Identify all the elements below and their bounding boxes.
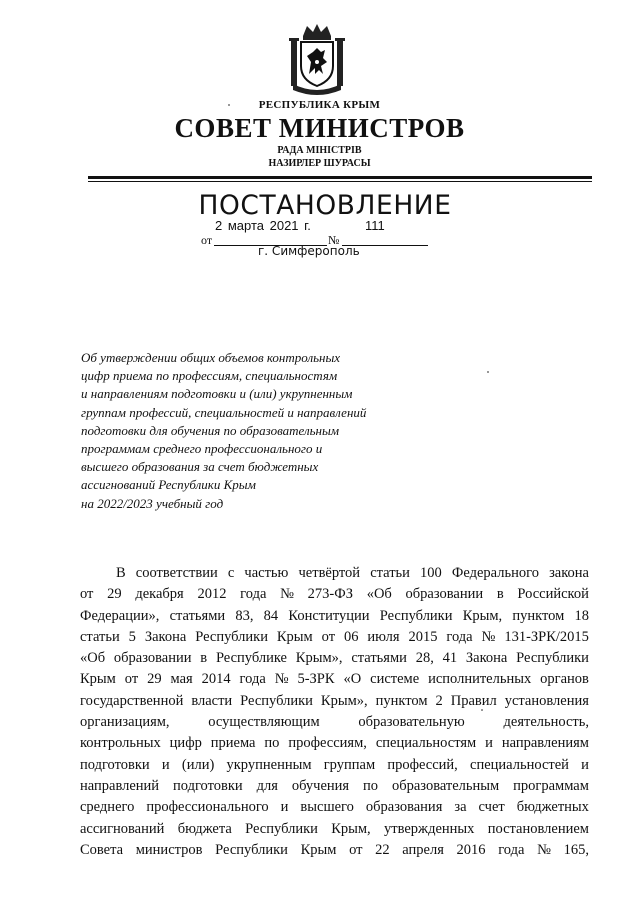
body-word: 29	[107, 586, 122, 603]
body-word: 2014	[201, 671, 231, 688]
body-word: государственной	[80, 692, 184, 709]
body-word: укрупненным	[226, 756, 312, 773]
body-line	[80, 712, 589, 733]
body-word: цифр	[169, 735, 202, 752]
header-divider-thin	[88, 181, 592, 182]
body-word: для	[256, 777, 278, 794]
body-word: по	[264, 735, 280, 752]
body-word: №	[274, 671, 289, 688]
body-word: закона	[549, 565, 589, 581]
body-word: профессиям,	[288, 735, 367, 752]
body-word: июля	[367, 628, 400, 645]
body-word: Республики	[215, 841, 288, 858]
body-word: приема	[210, 735, 256, 752]
body-line	[80, 627, 589, 648]
subject-line: программам среднего профессионального и	[81, 441, 323, 457]
body-word: Федерации»,	[80, 607, 160, 624]
body-word: 131-ЗРК/2015	[504, 628, 589, 645]
body-word: 5	[128, 628, 136, 645]
document-body	[80, 563, 589, 861]
body-word: за	[454, 799, 467, 816]
body-line	[80, 648, 589, 669]
body-word: Крым	[300, 841, 337, 858]
body-line	[80, 819, 589, 840]
body-line	[80, 755, 589, 776]
body-word: 28,	[415, 650, 434, 667]
body-word: 83,	[235, 607, 254, 624]
body-word: Крым,	[462, 607, 503, 624]
header-divider	[88, 176, 592, 179]
body-word: 5-ЗРК	[297, 671, 335, 688]
body-word: 18	[574, 607, 589, 624]
council-title-crimean-tatar: НАЗИРЛЕР ШУРАСЫ	[268, 158, 371, 169]
body-word: по	[363, 777, 379, 794]
body-word: высшего	[300, 799, 354, 816]
body-word: 273-ФЗ	[307, 586, 353, 603]
body-word: утвержденных	[384, 820, 475, 837]
body-word: 165,	[563, 841, 589, 858]
body-line	[80, 797, 589, 818]
body-word: образования	[365, 799, 443, 816]
body-word: Республике	[215, 650, 287, 667]
body-word: обучения	[291, 777, 350, 794]
body-word: Крым	[80, 671, 116, 688]
body-word: деятельность,	[503, 714, 589, 731]
body-word: бюджетных	[516, 799, 589, 816]
body-word: Крым,	[331, 820, 371, 837]
body-word: от	[349, 841, 363, 858]
number-label: №	[328, 233, 340, 247]
body-word: и	[581, 756, 589, 773]
body-word: №	[537, 841, 551, 858]
subject-line: группам профессий, специальностей и направлений	[81, 404, 367, 420]
body-word: №	[280, 586, 294, 603]
body-line	[80, 584, 589, 605]
scan-speck	[487, 371, 489, 373]
body-line	[80, 776, 589, 797]
body-word: направлений	[80, 777, 160, 794]
body-word: 2012	[197, 586, 227, 603]
body-word: 22	[375, 841, 390, 858]
body-word: Правил	[450, 692, 497, 709]
body-word: программам	[513, 777, 589, 794]
body-word: подготовки	[173, 777, 243, 794]
body-word: среднего	[80, 799, 135, 816]
body-word: системе	[370, 671, 420, 688]
document-subject	[81, 349, 421, 513]
body-word: «Об	[366, 586, 392, 603]
subject-line: и направлениям подготовки и (или) укрупненным	[81, 386, 353, 402]
body-line	[80, 606, 589, 627]
body-line	[80, 733, 589, 754]
body-word: Республики	[240, 692, 313, 709]
body-line	[80, 563, 589, 584]
subject-line: высшего образования за счет бюджетных	[81, 459, 319, 475]
body-word: направлениям	[501, 735, 589, 752]
body-word: министров	[135, 841, 203, 858]
body-word: организациям,	[80, 714, 170, 731]
body-word: образовании	[405, 586, 484, 603]
subject-line: на 2022/2023 учебный год	[81, 495, 224, 511]
body-word: группам	[323, 756, 376, 773]
body-word: постановлением	[487, 820, 589, 837]
document-number: 111	[365, 218, 385, 233]
body-word: Республики	[516, 650, 589, 667]
body-word: Закона	[144, 628, 187, 645]
body-word: Российской	[517, 586, 589, 603]
body-word: статьями	[351, 650, 407, 667]
body-word: специальностям	[375, 735, 477, 752]
republic-name: РЕСПУБЛИКА КРЫМ	[258, 99, 381, 111]
body-word: Конституции	[288, 607, 370, 624]
body-word: пунктом	[512, 607, 565, 624]
body-word: (или)	[181, 756, 215, 773]
body-word: с	[227, 565, 235, 581]
body-word: частью	[244, 565, 289, 581]
body-word: 2016	[456, 841, 486, 858]
body-line	[80, 691, 589, 712]
body-word: Республики	[195, 628, 268, 645]
body-word: года	[498, 841, 525, 858]
body-word: В	[116, 565, 126, 581]
body-word: 29	[147, 671, 162, 688]
body-word: бюджета	[177, 820, 232, 837]
body-word: от	[124, 671, 139, 688]
council-title-ukrainian: РАДА МІНІСТРІВ	[277, 145, 362, 156]
document-date: 2 марта 2021 г.	[215, 218, 311, 233]
body-word: апреля	[402, 841, 444, 858]
body-word: от	[80, 586, 94, 603]
body-word: «Об	[80, 650, 106, 667]
body-word: Крым»,	[320, 692, 368, 709]
body-word: образовательную	[358, 714, 465, 731]
body-word: образовательным	[391, 777, 500, 794]
body-word: четвёртой	[298, 565, 361, 581]
body-word: 06	[343, 628, 359, 645]
body-word: специальностей	[470, 756, 569, 773]
body-word: «О	[343, 671, 362, 688]
body-word: декабря	[135, 586, 184, 603]
body-word: установления	[504, 692, 589, 709]
date-label: от	[201, 233, 213, 247]
body-word: контрольных	[80, 735, 161, 752]
body-word: власти	[191, 692, 233, 709]
body-word: и	[161, 756, 170, 773]
scan-speck	[228, 104, 230, 106]
body-word: Совета	[80, 841, 124, 858]
body-word: счет	[478, 799, 505, 816]
coat-of-arms-emblem	[283, 22, 351, 96]
body-word: и	[485, 735, 493, 752]
subject-line: цифр приема по профессиям, специальностям	[81, 368, 338, 384]
body-word: 84	[263, 607, 279, 624]
document-type-heading: ПОСТАНОВЛЕНИЕ	[198, 190, 452, 221]
body-word: года	[239, 671, 266, 688]
body-word: в	[496, 586, 504, 603]
body-word: года	[240, 586, 267, 603]
body-word: Республики	[379, 607, 453, 624]
body-word: статьями	[169, 607, 226, 624]
body-word: подготовки	[80, 756, 150, 773]
body-word: 41	[442, 650, 458, 667]
body-word: осуществляющим	[208, 714, 320, 731]
body-word: статьи	[370, 565, 410, 581]
body-word: №	[481, 628, 496, 645]
body-word: года	[446, 628, 473, 645]
body-word: пунктом	[375, 692, 428, 709]
body-word: Крым	[276, 628, 313, 645]
body-word: и	[280, 799, 289, 816]
body-word: профессий,	[387, 756, 458, 773]
body-word: 2	[435, 692, 443, 709]
body-word: статьи	[80, 628, 120, 645]
body-word: Республики	[245, 820, 318, 837]
body-line	[80, 840, 589, 861]
scan-speck	[481, 709, 483, 711]
subject-line: ассигнований Республики Крым	[81, 477, 256, 493]
body-word: Крым»,	[295, 650, 343, 667]
body-word: исполнительных	[428, 671, 532, 688]
body-line	[80, 669, 589, 690]
body-word: 100	[420, 565, 442, 581]
council-title: СОВЕТ МИНИСТРОВ	[174, 113, 465, 143]
city-line: г. Симферополь	[258, 244, 360, 258]
body-word: мая	[170, 671, 193, 688]
body-word: профессионального	[146, 799, 269, 816]
body-word: Федерального	[451, 565, 539, 581]
body-word: ассигнований	[80, 820, 165, 837]
body-word: от	[321, 628, 336, 645]
subject-line: Об утверждении общих объемов контрольных	[81, 350, 341, 365]
body-word: Закона	[465, 650, 508, 667]
body-word: в	[200, 650, 208, 667]
subject-line: подготовки для обучения по образовательным	[81, 422, 340, 438]
body-word: соответствии	[135, 565, 218, 581]
body-word: 2015	[408, 628, 438, 645]
body-word: органов	[540, 671, 589, 688]
body-word: образовании	[113, 650, 192, 667]
